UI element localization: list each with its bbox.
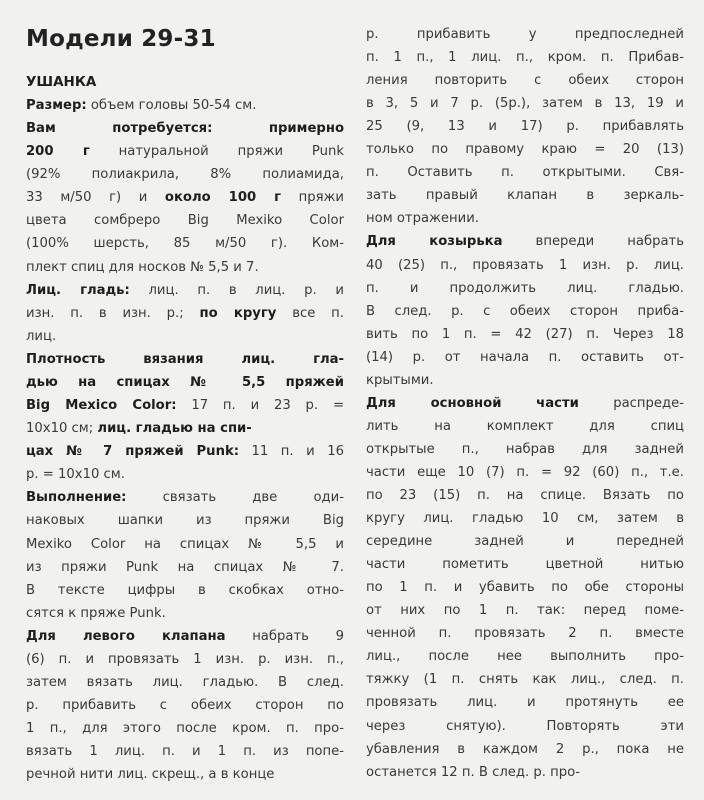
text-line <box>366 46 684 69</box>
text-line <box>366 23 684 46</box>
text-line <box>366 553 684 576</box>
text-segment: из пряжи Punk на спицах № 7. <box>26 559 344 575</box>
text-segment: цвета сомбреро Big Mexiko Color <box>26 213 344 229</box>
text-segment: через снятую). Повторять эти <box>366 718 684 734</box>
text-line <box>366 346 684 369</box>
text-segment: Mexiko Color на спицах № 5,5 и <box>26 536 344 552</box>
bold-text: 200 г <box>26 144 90 160</box>
bold-text: дью на спицах № 5,5 пряжей <box>26 374 344 390</box>
bold-text: Big Mexico Color: <box>26 398 177 414</box>
text-line <box>26 602 344 625</box>
text-segment: связать две оди- <box>126 490 344 506</box>
bold-text: Вам потребуется: примерно <box>26 121 344 137</box>
text-line <box>26 579 344 602</box>
text-segment: В след. р. с обеих сторон приба- <box>366 303 684 319</box>
text-line <box>366 138 684 161</box>
text-segment: п. и продолжить лиц. гладью. <box>366 280 684 296</box>
text-line <box>26 486 344 509</box>
text-line <box>26 279 344 302</box>
text-segment: п. Оставить п. открытыми. Свя- <box>366 165 684 181</box>
text-segment: 40 (25) п., провязать 1 изн. р. лиц. <box>366 257 684 273</box>
text-line <box>26 302 344 325</box>
text-segment: останется 12 п. В след. р. про- <box>366 764 580 780</box>
text-segment: набрать 9 <box>225 628 344 644</box>
text-segment: 25 (9, 13 и 17) р. прибавлять <box>366 119 684 135</box>
text-segment: лиц., после нее выполнить про- <box>366 649 684 665</box>
text-line <box>366 507 684 530</box>
text-segment: плект спиц для носков № 5,5 и 7. <box>26 259 259 275</box>
text-segment: вязать 1 лиц. п. и 1 п. из попе- <box>26 744 344 760</box>
text-segment: 11 п. и 16 <box>239 444 344 460</box>
text-segment: только по правому краю = 20 (13) <box>366 142 684 158</box>
bold-text: лиц. гладью на спи- <box>97 421 252 437</box>
text-line <box>366 622 684 645</box>
text-line <box>366 69 684 92</box>
text-line <box>366 207 684 230</box>
text-line <box>26 186 344 209</box>
text-line <box>26 417 344 440</box>
text-line <box>366 576 684 599</box>
text-line <box>366 369 684 392</box>
text-line <box>366 484 684 507</box>
text-line <box>26 463 344 486</box>
text-segment: лить на комплект для спиц <box>366 418 684 434</box>
text-line <box>26 717 344 740</box>
text-line <box>26 625 344 648</box>
text-line <box>26 694 344 717</box>
text-segment: по 1 п. и убавить по обе стороны <box>366 580 684 596</box>
text-line <box>26 556 344 579</box>
text-segment: 10x10 см; <box>26 421 98 437</box>
text-segment: середине задней и передней <box>366 534 684 550</box>
text-segment: части пометить цветной нитью <box>366 557 684 573</box>
text-segment: (6) п. и провязать 1 изн. р. изн. п., <box>26 651 344 667</box>
bold-text: Для основной части <box>366 395 579 411</box>
text-segment: 33 м/50 г) и <box>26 190 165 206</box>
text-segment: р. = 10x10 см. <box>26 467 125 483</box>
text-segment: лиц. <box>26 328 57 344</box>
text-segment: 17 п. и 23 р. = <box>176 398 344 414</box>
text-segment: В тексте цифры в скобках отно- <box>26 582 344 598</box>
text-segment: ном отражении. <box>366 211 479 227</box>
text-line <box>26 533 344 556</box>
text-line <box>366 277 684 300</box>
bold-text: Выполнение: <box>26 490 127 506</box>
text-line <box>366 438 684 461</box>
text-segment: тяжку (1 п. снять как лиц., след. п. <box>366 672 684 688</box>
text-segment: п. 1 п., 1 лиц. п., кром. п. Прибав- <box>366 50 684 66</box>
text-line <box>26 163 344 186</box>
text-line <box>366 530 684 553</box>
text-line <box>366 691 684 714</box>
text-line <box>366 668 684 691</box>
text-line <box>366 392 684 415</box>
text-line <box>366 599 684 622</box>
text-segment: в 3, 5 и 7 р. (5р.), затем в 13, 19 и <box>366 96 684 112</box>
text-segment: речной нити лиц. скрещ., а в конце <box>26 767 275 783</box>
text-line <box>366 161 684 184</box>
text-line <box>26 648 344 671</box>
text-segment: все п. <box>276 305 344 321</box>
model-subtitle: УШАНКА <box>26 74 97 90</box>
bold-text: Для левого клапана <box>26 628 226 644</box>
text-segment: ченной п. провязать 2 п. вместе <box>366 626 684 642</box>
bold-text: по кругу <box>199 305 277 321</box>
text-line <box>26 140 344 163</box>
text-segment: кругу лиц. гладью 10 см, затем в <box>366 511 684 527</box>
text-line <box>366 738 684 761</box>
text-line <box>26 763 344 786</box>
text-line <box>366 92 684 115</box>
text-segment: сятся к пряже Punk. <box>26 605 166 621</box>
text-segment: вить по 1 п. = 42 (27) п. Через 18 <box>366 326 684 342</box>
text-line <box>26 509 344 532</box>
text-line <box>366 645 684 668</box>
text-line <box>366 115 684 138</box>
text-segment: провязать лиц. и протянуть ее <box>366 695 684 711</box>
text-line <box>26 440 344 463</box>
text-line <box>366 230 684 253</box>
bold-text: около 100 г <box>164 190 282 206</box>
text-line <box>26 209 344 232</box>
text-line <box>366 761 684 784</box>
text-segment: р. прибавить с обеих сторон по <box>26 698 344 714</box>
bold-text: Лиц. гладь: <box>26 282 130 298</box>
text-segment: впереди набрать <box>502 234 684 250</box>
text-segment: по 23 (15) п. на спице. Вязать по <box>366 488 684 503</box>
text-line <box>26 94 344 117</box>
text-segment: объем головы 50-54 см. <box>86 98 257 113</box>
text-line <box>366 184 684 207</box>
text-line <box>26 671 344 694</box>
text-segment: ления повторить с обеих сторон <box>366 73 684 89</box>
text-segment: (14) р. от начала п. оставить от- <box>366 349 684 365</box>
bold-text: Плотность вязания лиц. гла- <box>26 351 344 367</box>
text-segment: 1 п., для этого после кром. п. про- <box>26 721 344 737</box>
text-line <box>366 254 684 277</box>
text-line <box>26 256 344 279</box>
text-line <box>26 394 344 417</box>
text-segment: лиц. п. в лиц. р. и <box>129 282 344 298</box>
text-line <box>26 117 344 140</box>
text-line <box>26 371 344 394</box>
bold-text: Размер: <box>26 98 87 113</box>
text-segment: пряжи <box>281 190 344 206</box>
text-line <box>26 325 344 348</box>
text-line <box>26 740 344 763</box>
text-segment: (100% шерсть, 85 м/50 г). Ком- <box>26 236 344 252</box>
text-segment: части еще 10 (7) п. = 92 (60) п., т.е. <box>366 464 684 480</box>
text-segment: наковых шапки из пряжи Big <box>26 513 344 529</box>
text-segment: изн. п. в изн. р.; <box>26 305 200 321</box>
text-segment: зать правый клапан в зеркаль- <box>366 188 684 204</box>
page-title: Модели 29-31 <box>26 26 216 52</box>
text-line <box>366 415 684 438</box>
text-line <box>26 348 344 371</box>
text-segment: распреде- <box>578 395 684 411</box>
bold-text: цах № 7 пряжей Punk: <box>26 444 239 460</box>
text-line <box>366 323 684 346</box>
text-line <box>366 300 684 323</box>
text-line <box>26 232 344 255</box>
text-segment: убавления в каждом 2 р., пока не <box>366 741 684 757</box>
text-line <box>366 461 684 484</box>
text-segment: натуральной пряжи Punk <box>89 144 344 160</box>
text-line <box>366 715 684 738</box>
text-segment: р. прибавить у предпоследней <box>366 27 684 42</box>
text-segment: от них по 1 п. так: перед поме- <box>366 603 684 619</box>
bold-text: Для козырька <box>366 234 503 250</box>
text-segment: крытыми. <box>366 372 434 388</box>
text-segment: (92% полиакрила, 8% полиамида, <box>26 167 344 183</box>
text-segment: открытые п., набрав для задней <box>366 441 684 457</box>
text-segment: затем вязать лиц. гладью. В след. <box>26 675 344 690</box>
